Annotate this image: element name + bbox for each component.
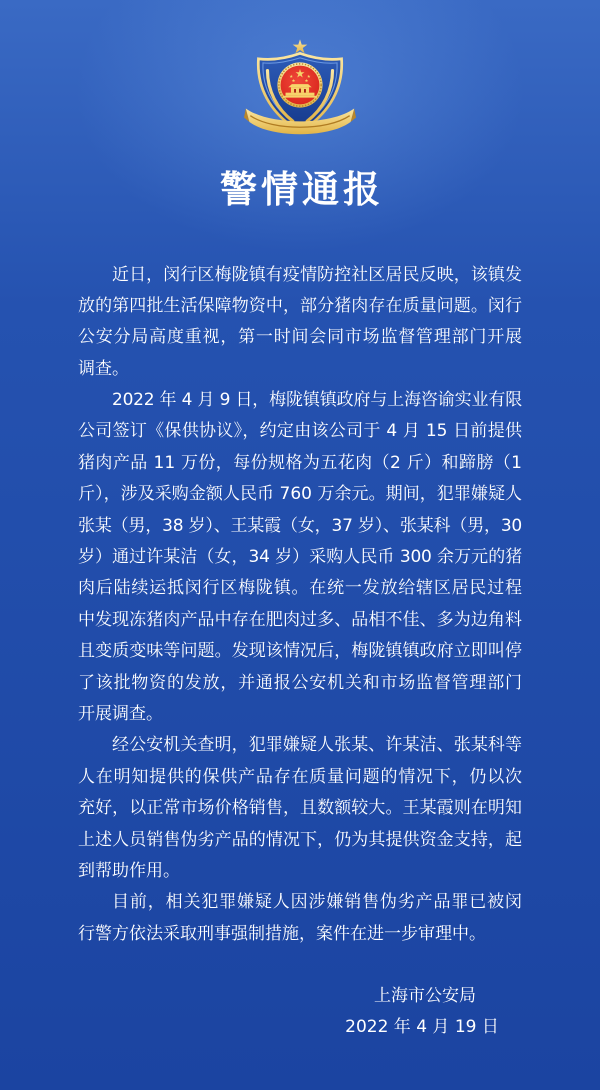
paragraph-line: 行警方依法采取刑事强制措施，案件在进一步审理中。 — [78, 923, 486, 944]
police-emblem-icon — [244, 38, 356, 141]
paragraph-line: 到帮助作用。 — [78, 860, 180, 881]
paragraph-line: 岁）通过许某洁（女，34 岁）采购人民币 300 余万元的猪 — [78, 547, 522, 568]
paragraph-line: 上述人员销售伪劣产品的情况下，仍为其提供资金支持，起 — [78, 829, 522, 850]
paragraph-line: 了该批物资的发放，并通报公安机关和市场监督管理部门 — [78, 672, 522, 693]
issuing-authority: 上海市公安局 — [374, 986, 476, 1006]
emblem-top-star-icon — [293, 39, 308, 53]
paragraph-line: 调查。 — [78, 358, 129, 379]
notice-paragraph-1 — [78, 260, 522, 386]
paragraph-line: 且变质变味等问题。发现该情况后，梅陇镇镇政府立即叫停 — [78, 641, 522, 662]
paragraph-line: 公司签订《保供协议》，约定由该公司于 4 月 15 日前提供 — [78, 421, 522, 442]
paragraph-line: 目前，相关犯罪嫌疑人因涉嫌销售伪劣产品罪已被闵 — [112, 892, 522, 913]
paragraph-line: 经公安机关查明，犯罪嫌疑人张某、许某洁、张某科等 — [112, 735, 522, 756]
notice-body — [78, 260, 522, 951]
paragraph-line: 肉后陆续运抵闵行区梅陇镇。在统一发放给辖区居民过程 — [78, 578, 522, 599]
paragraph-line: 放的第四批生活保障物资中，部分猪肉存在质量问题。闵行 — [78, 295, 522, 316]
paragraph-line: 猪肉产品 11 万份，每份规格为五花肉（2 斤）和蹄膀（1 — [78, 452, 522, 473]
police-emblem-graphic — [244, 38, 356, 141]
paragraph-line: 公安分局高度重视，第一时间会同市场监督管理部门开展 — [78, 327, 522, 348]
notice-paragraph-3 — [78, 730, 522, 887]
paragraph-line: 充好，以正常市场价格销售，且数额较大。王某霞则在明知 — [78, 798, 522, 819]
emblem-national-emblem — [277, 62, 322, 107]
paragraph-line: 开展调查。 — [78, 703, 163, 724]
paragraph-line: 斤），涉及采购金额人民币 760 万余元。期间，犯罪嫌疑人 — [78, 484, 522, 505]
paragraph-line: 中发现冻猪肉产品中存在肥肉过多、品相不佳、多为边角料 — [78, 609, 522, 630]
notice-paragraph-4 — [78, 887, 522, 950]
paragraph-line: 近日，闵行区梅陇镇有疫情防控社区居民反映，该镇发 — [112, 264, 522, 285]
notice-title: 警情通报 — [220, 168, 384, 211]
notice-paragraph-2 — [78, 385, 522, 730]
paragraph-line: 人在明知提供的保供产品存在质量问题的情况下，仍以次 — [78, 766, 522, 787]
paragraph-line: 张某（男，38 岁）、王某霞（女，37 岁）、张某科（男，30 — [78, 515, 522, 536]
paragraph-line: 2022 年 4 月 9 日，梅陇镇镇政府与上海咨谕实业有限 — [112, 390, 522, 411]
issue-date: 2022 年 4 月 19 日 — [345, 1017, 499, 1037]
